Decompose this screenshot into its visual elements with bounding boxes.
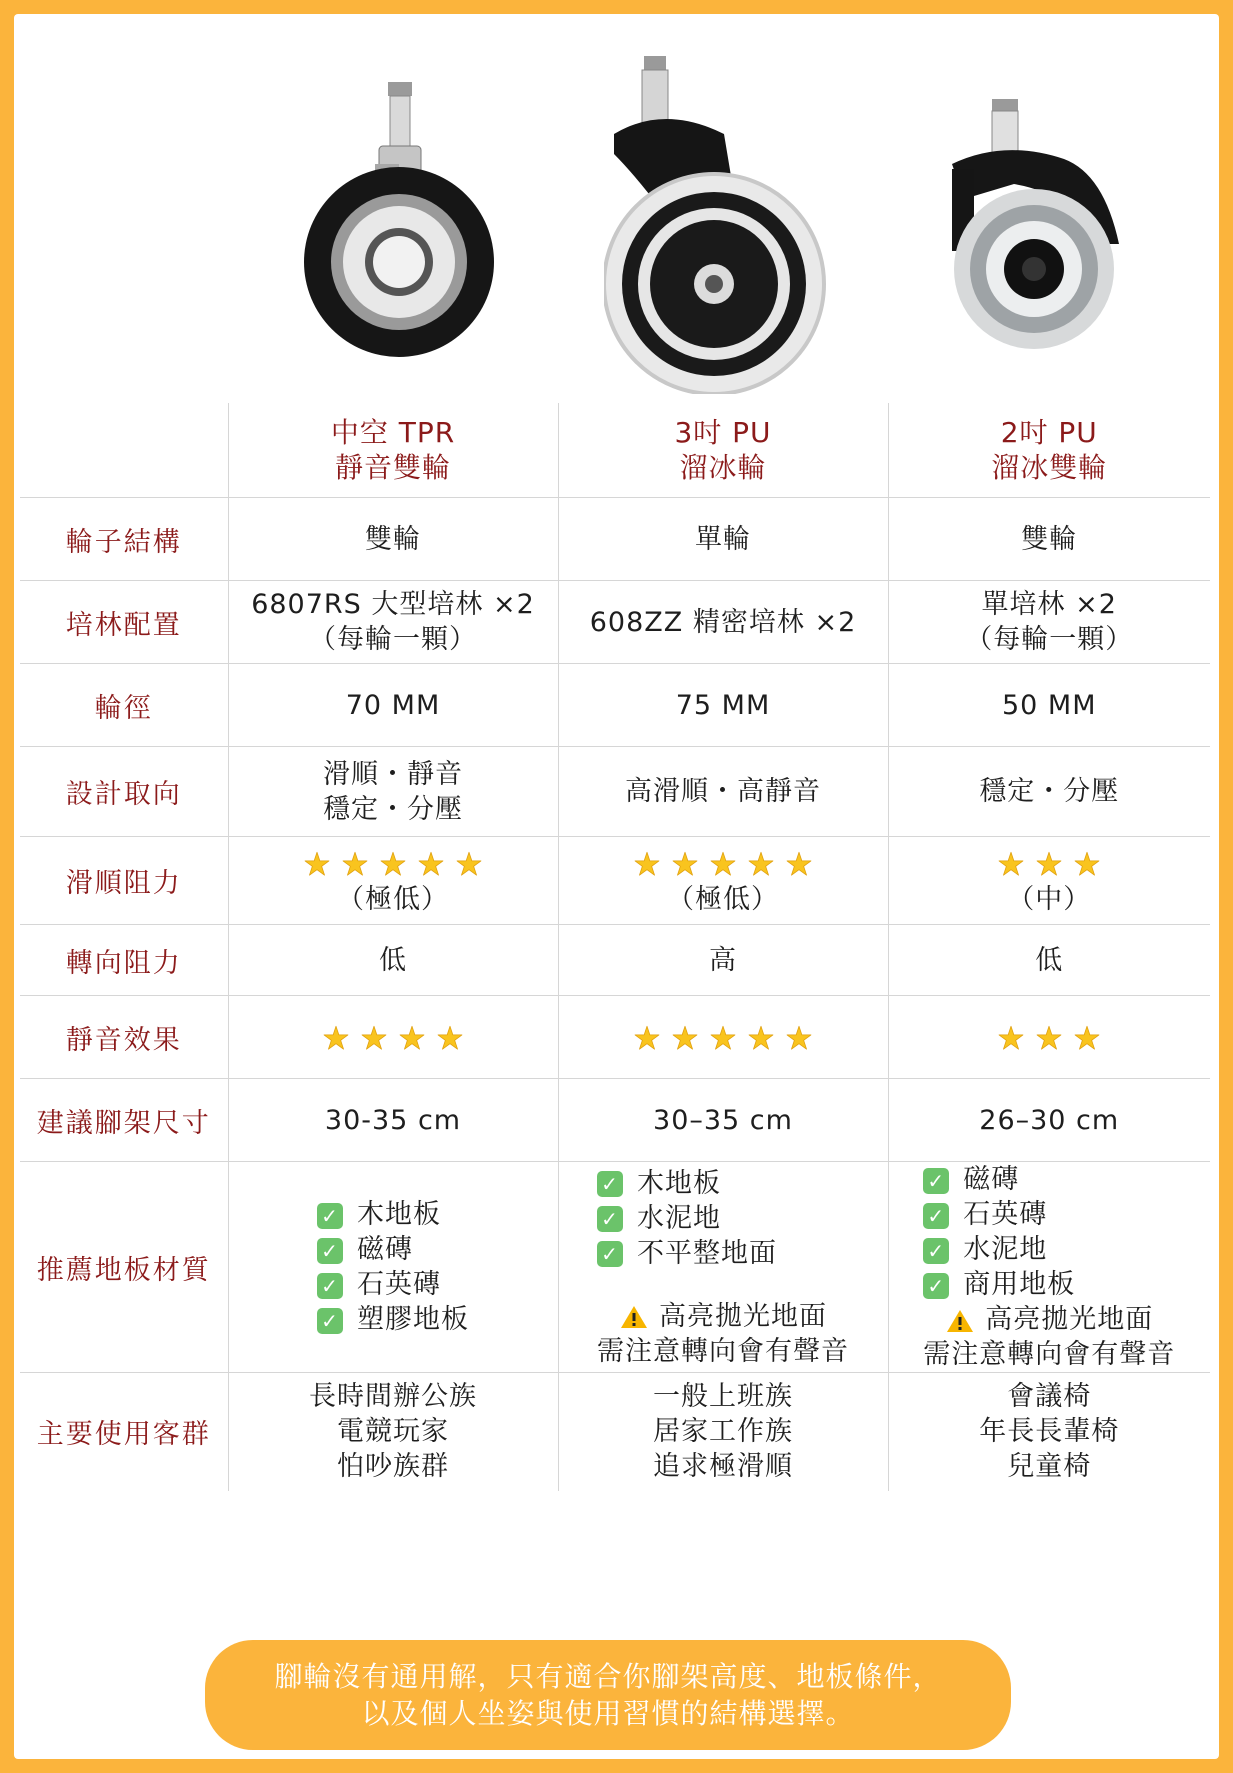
cell-value: 單輪	[558, 498, 888, 581]
row-label: 滑順阻力	[20, 837, 228, 925]
cell-value: 高	[558, 925, 888, 996]
row-label: 主要使用客群	[36, 1419, 211, 1451]
star-icon	[437, 1025, 463, 1051]
cell-line: 電競玩家	[337, 1416, 449, 1448]
warning-note: 需注意轉向會有聲音	[923, 1339, 1176, 1370]
cell-value: 雙輪	[228, 498, 558, 581]
header-corner	[20, 403, 228, 498]
star-icon	[672, 851, 698, 877]
product-header-row	[20, 403, 1210, 498]
product-name-line1: 2吋 PU	[1000, 416, 1098, 449]
cell-line: 居家工作族	[653, 1416, 793, 1448]
cell-value	[228, 581, 558, 664]
cell-line: 608ZZ 精密培林 ×2	[589, 606, 857, 638]
rating-note: （極低）	[337, 884, 449, 915]
cell-value: 70 MM	[228, 664, 558, 747]
star-icon	[634, 1025, 660, 1051]
cell-line: 兒童椅	[1007, 1451, 1092, 1483]
star-icon	[748, 1025, 774, 1051]
cell-line: 穩定・分壓	[979, 776, 1120, 807]
check-box-icon: ✓	[923, 1168, 949, 1194]
star-icon	[1036, 1025, 1062, 1051]
rating-cell	[888, 837, 1210, 925]
product-name-pu2	[888, 403, 1210, 498]
warning-title: 高亮拋光地面	[985, 1304, 1154, 1335]
cell-value	[558, 1373, 888, 1491]
pu-3in-caster-icon	[604, 34, 844, 394]
tpr-twin-caster-icon	[279, 34, 519, 394]
product-name-line2: 靜音雙輪	[334, 451, 451, 484]
check-box-icon: ✓	[317, 1273, 343, 1299]
cell-value: 75 MM	[558, 664, 888, 747]
floor-item-label: 磁磚	[963, 1164, 1020, 1195]
star-icon	[998, 1025, 1024, 1051]
row-floors	[20, 1162, 1210, 1373]
floor-item	[923, 1197, 1175, 1232]
star-icon	[786, 851, 812, 877]
floor-item	[597, 1236, 849, 1271]
warning-line	[923, 1302, 1175, 1337]
floor-item-label: 水泥地	[963, 1234, 1048, 1265]
row-users	[20, 1373, 1210, 1491]
check-box-icon: ✓	[597, 1206, 623, 1232]
cell-line: 怕吵族群	[337, 1451, 449, 1483]
star-icon	[634, 851, 660, 877]
row-label: 推薦地板材質	[20, 1162, 228, 1373]
cell-line: 年長長輩椅	[979, 1416, 1120, 1448]
star-rating	[889, 844, 1211, 882]
pu-2in-twin-caster-image	[944, 34, 1184, 394]
rating-note: （極低）	[667, 884, 779, 915]
star-icon	[418, 851, 444, 877]
star-rating	[559, 844, 888, 882]
star-icon	[748, 851, 774, 877]
cell-value	[228, 747, 558, 837]
cell-line: （每輪一顆）	[965, 624, 1134, 655]
product-name-pu3	[558, 403, 888, 498]
row-label: 培林配置	[20, 581, 228, 664]
cell-line: 滑順・靜音	[323, 758, 463, 790]
warning-triangle-icon	[945, 1308, 975, 1334]
star-icon	[710, 1025, 736, 1051]
floor-item	[317, 1267, 469, 1302]
cell-value: 26–30 cm	[888, 1079, 1210, 1162]
star-rating	[559, 1018, 888, 1056]
floor-item-label: 磁磚	[357, 1234, 413, 1265]
cell-line: 高滑順・高靜音	[625, 776, 821, 807]
cell-line: 一般上班族	[653, 1381, 793, 1413]
product-name-line1: 中空 TPR	[330, 416, 456, 449]
floor-item-label: 木地板	[357, 1199, 441, 1230]
check-box-icon: ✓	[597, 1171, 623, 1197]
star-icon	[998, 851, 1024, 877]
floor-item-label: 石英磚	[963, 1199, 1048, 1230]
star-icon	[323, 1025, 349, 1051]
floor-cell	[558, 1162, 888, 1373]
check-box-icon: ✓	[923, 1273, 949, 1299]
row-swivel-resistance	[20, 925, 1210, 996]
row-base-size	[20, 1079, 1210, 1162]
cell-line: 追求極滑順	[653, 1451, 793, 1483]
cell-value	[888, 1373, 1210, 1491]
cell-line: 長時間辦公族	[309, 1381, 477, 1413]
star-rating	[229, 844, 558, 882]
cell-line: 單培林 ×2	[981, 589, 1117, 620]
cell-value: 30–35 cm	[558, 1079, 888, 1162]
floor-item	[317, 1232, 469, 1267]
caster-comparison-table	[20, 403, 1210, 1491]
star-rating	[229, 1018, 558, 1056]
tpr-twin-caster-image	[279, 34, 519, 394]
pu-2in-twin-caster-icon	[944, 34, 1184, 394]
star-icon	[380, 851, 406, 877]
floor-item	[317, 1197, 469, 1232]
warning-triangle-icon	[619, 1304, 649, 1330]
star-icon	[1074, 1025, 1100, 1051]
floor-item-label: 水泥地	[637, 1202, 721, 1234]
row-bearing	[20, 581, 1210, 664]
row-label: 靜音效果	[20, 996, 228, 1079]
footer-line2: 以及個人坐姿與使用習慣的結構選擇。	[361, 1697, 855, 1730]
floor-item	[317, 1302, 469, 1337]
cell-line: 會議椅	[1007, 1381, 1092, 1413]
floor-list	[597, 1166, 849, 1369]
warning-title: 高亮拋光地面	[659, 1300, 827, 1332]
row-label: 建議腳架尺寸	[20, 1079, 228, 1162]
star-icon	[361, 1025, 387, 1051]
floor-item	[923, 1162, 1175, 1197]
floor-item-label: 木地板	[637, 1167, 721, 1199]
row-silence	[20, 996, 1210, 1079]
check-box-icon: ✓	[317, 1238, 343, 1264]
product-name-line2: 溜冰輪	[679, 451, 767, 484]
cell-line: （每輪一顆）	[309, 624, 477, 655]
floor-list	[317, 1197, 469, 1337]
floor-item	[597, 1201, 849, 1236]
star-rating	[889, 1018, 1211, 1056]
star-icon	[1074, 851, 1100, 877]
cell-value	[888, 747, 1210, 837]
footer-banner	[205, 1640, 1011, 1750]
row-label: 輪徑	[20, 664, 228, 747]
product-name-line2: 溜冰雙輪	[991, 451, 1108, 484]
star-icon	[342, 851, 368, 877]
footer-line1: 腳輪沒有通用解，只有適合你腳架高度、地板條件，	[274, 1660, 942, 1693]
check-box-icon: ✓	[317, 1203, 343, 1229]
row-label: 設計取向	[20, 747, 228, 837]
cell-value	[558, 581, 888, 664]
cell-value: 50 MM	[888, 664, 1210, 747]
cell-value	[558, 747, 888, 837]
rating-cell	[228, 837, 558, 925]
floor-item-label: 商用地板	[963, 1269, 1076, 1300]
row-label: 輪子結構	[20, 498, 228, 581]
floor-cell	[228, 1162, 558, 1373]
rating-cell	[228, 996, 558, 1079]
cell-line: 6807RS 大型培林 ×2	[251, 589, 535, 620]
rating-note: （中）	[1007, 884, 1092, 915]
pu-3in-caster-image	[604, 34, 844, 394]
cell-value	[228, 1373, 558, 1491]
warning-line	[597, 1299, 849, 1334]
star-icon	[672, 1025, 698, 1051]
floor-item-label: 塑膠地板	[357, 1304, 469, 1335]
floor-item	[923, 1267, 1175, 1302]
floor-item	[923, 1232, 1175, 1267]
floor-cell	[888, 1162, 1210, 1373]
star-icon	[710, 851, 736, 877]
product-name-line1: 3吋 PU	[674, 416, 772, 449]
row-wheel-structure	[20, 498, 1210, 581]
cell-value: 30-35 cm	[228, 1079, 558, 1162]
row-rolling-resistance	[20, 837, 1210, 925]
star-icon	[456, 851, 482, 877]
cell-line: 穩定・分壓	[323, 793, 463, 825]
warning-note: 需注意轉向會有聲音	[597, 1335, 849, 1367]
star-icon	[399, 1025, 425, 1051]
cell-value: 雙輪	[888, 498, 1210, 581]
rating-cell	[558, 996, 888, 1079]
rating-cell	[888, 996, 1210, 1079]
floor-item-label: 石英磚	[357, 1269, 441, 1300]
star-icon	[304, 851, 330, 877]
list-spacer	[597, 1271, 849, 1299]
cell-value: 低	[888, 925, 1210, 996]
comparison-sheet	[14, 14, 1219, 1759]
row-label: 轉向阻力	[20, 925, 228, 996]
cell-value: 低	[228, 925, 558, 996]
star-icon	[786, 1025, 812, 1051]
product-name-tpr	[228, 403, 558, 498]
cell-value	[888, 581, 1210, 664]
row-design	[20, 747, 1210, 837]
check-box-icon: ✓	[923, 1203, 949, 1229]
star-icon	[1036, 851, 1062, 877]
check-box-icon: ✓	[923, 1238, 949, 1264]
floor-item-label: 不平整地面	[637, 1237, 777, 1269]
rating-cell	[558, 837, 888, 925]
check-box-icon: ✓	[597, 1241, 623, 1267]
floor-item	[597, 1166, 849, 1201]
floor-list	[923, 1162, 1175, 1372]
check-box-icon: ✓	[317, 1308, 343, 1334]
row-diameter	[20, 664, 1210, 747]
